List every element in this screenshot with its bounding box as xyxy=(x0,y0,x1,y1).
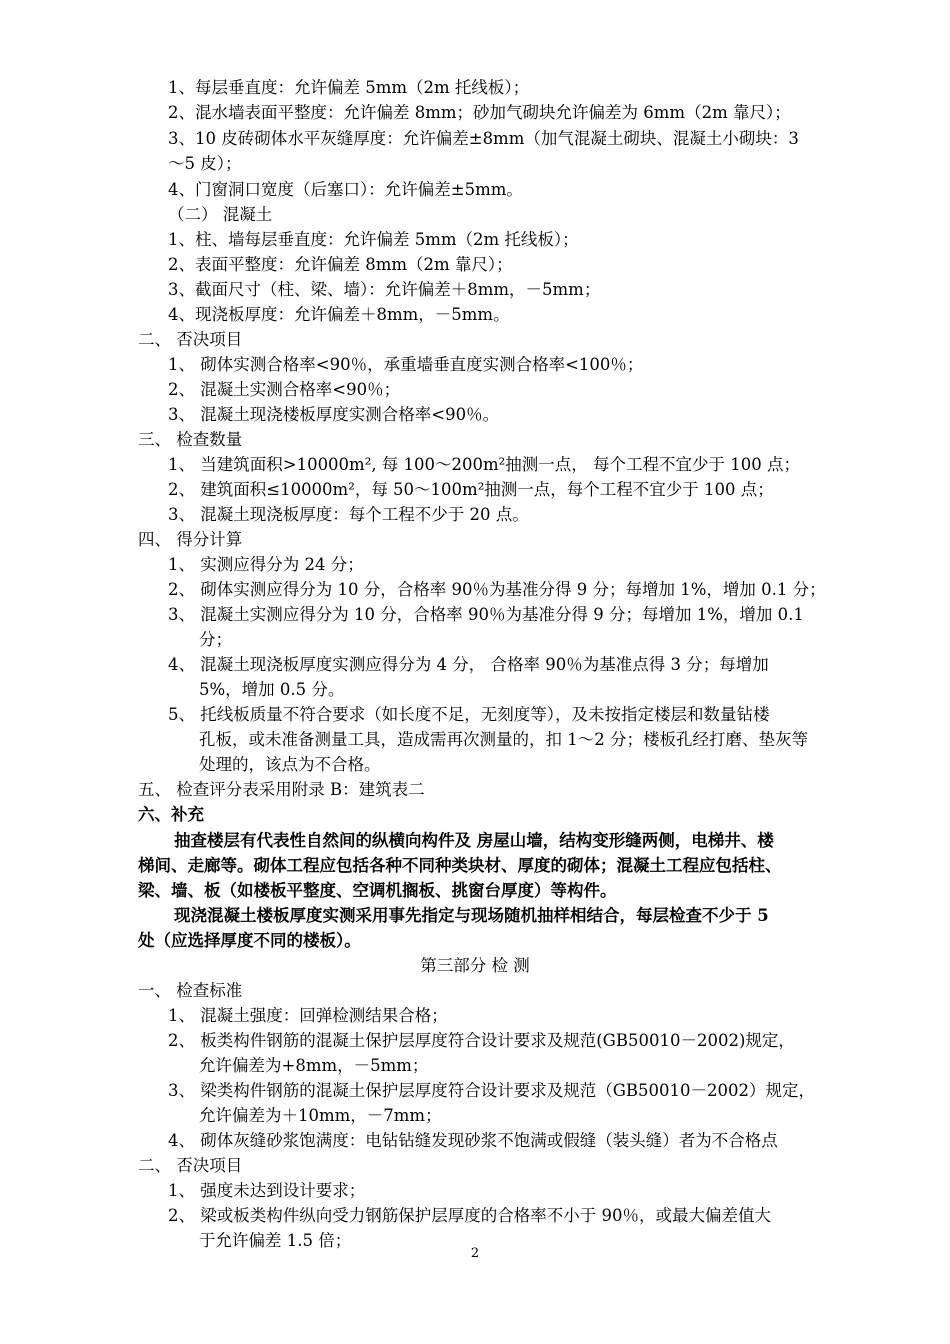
text-line: 分； xyxy=(199,630,232,649)
text-line: 2、 梁或板类构件纵向受力钢筋保护层厚度的合格率不小于 90％，或最大偏差值大 xyxy=(168,1206,771,1225)
section-heading: 三、 检查数量 xyxy=(138,430,243,449)
section-heading: 二、 否决项目 xyxy=(138,330,243,349)
text-line: 于允许偏差 1.5 倍； xyxy=(199,1231,352,1250)
section-heading: 一、 检查标准 xyxy=(138,981,243,1000)
text-line: 4、 混凝土现浇板厚度实测应得分为 4 分， 合格率 90％为基准点得 3 分；每增加 xyxy=(168,655,769,674)
bold-paragraph-line: 梁、墙、板（如楼板平整度、空调机搁板、挑窗台厚度）等构件。 xyxy=(138,881,617,900)
text-line: 允许偏差为＋10mm，－7mm； xyxy=(199,1106,442,1125)
bold-paragraph-line: 抽查楼层有代表性自然间的纵横向构件及 房屋山墙，结构变形缝两侧，电梯井、楼 xyxy=(174,831,774,850)
text-line: ～5 皮）； xyxy=(168,154,242,173)
text-line: 3、 混凝土现浇板厚度：每个工程不少于 20 点。 xyxy=(168,505,529,524)
text-line: 1、每层垂直度：允许偏差 5mm（2m 托线板）； xyxy=(168,78,530,97)
text-line: 2、 建筑面积≤10000m²，每 50～100m²抽测一点，每个工程不宜少于 100 点； xyxy=(168,480,774,499)
text-line: 3、 梁类构件钢筋的混凝土保护层厚度符合设计要求及规范（GB50010－2002）规定， xyxy=(168,1081,816,1100)
part-title: 第三部分 检 测 xyxy=(420,956,530,975)
text-line: 1、 实测应得分为 24 分； xyxy=(168,555,364,574)
text-line: 4、 砌体灰缝砂浆饱满度：电钻钻缝发现砂浆不饱满或假缝（装头缝）者为不合格点 xyxy=(168,1131,778,1150)
text-line: 1、 当建筑面积>10000m², 每 100～200m²抽测一点， 每个工程不宜少于 100 点； xyxy=(168,455,801,474)
text-line: 2、 砌体实测应得分为 10 分，合格率 90％为基准分得 9 分；每增加 1%，增加 0.1 分； xyxy=(168,580,826,599)
text-line: 4、门窗洞口宽度（后塞口）：允许偏差±5mm。 xyxy=(168,180,523,199)
text-line: 1、 混凝土强度：回弹检测结果合格； xyxy=(168,1006,448,1025)
text-line: 2、 板类构件钢筋的混凝土保护层厚度符合设计要求及规范(GB50010－2002)规定， xyxy=(168,1031,795,1050)
text-line: 3、 混凝土现浇楼板厚度实测合格率<90％。 xyxy=(168,405,500,424)
text-line: 4、现浇板厚度：允许偏差＋8mm，－5mm。 xyxy=(168,305,510,324)
section-heading: 五、 检查评分表采用附录 B：建筑表二 xyxy=(138,780,425,799)
section-heading: （二） 混凝土 xyxy=(168,205,273,224)
text-line: 2、混水墙表面平整度：允许偏差 8mm；砂加气砌块允许偏差为 6mm（2m 靠尺）； xyxy=(168,103,791,122)
section-heading: 四、 得分计算 xyxy=(138,530,243,549)
text-line: 孔板，或未准备测量工具，造成需再次测量的，扣 1～2 分；楼板孔经打磨、垫灰等 xyxy=(199,730,808,749)
page-number: 2 xyxy=(470,1246,480,1261)
text-line: 5、 托线板质量不符合要求（如长度不足，无刻度等），及未按指定楼层和数量钻楼 xyxy=(168,705,770,724)
bold-paragraph-line: 处（应选择厚度不同的楼板）。 xyxy=(138,931,361,950)
text-line: 3、截面尺寸（柱、梁、墙）：允许偏差＋8mm，－5mm； xyxy=(168,280,601,299)
text-line: 1、 砌体实测合格率<90％，承重墙垂直度实测合格率<100％； xyxy=(168,355,644,374)
section-heading: 六、补充 xyxy=(138,805,204,824)
text-line: 允许偏差为+8mm，－5mm； xyxy=(199,1056,429,1075)
text-line: 1、 强度未达到设计要求； xyxy=(168,1181,366,1200)
text-line: 5%，增加 0.5 分。 xyxy=(199,680,345,699)
section-heading: 二、 否决项目 xyxy=(138,1156,243,1175)
bold-paragraph-line: 梯间、走廊等。砌体工程应包括各种不同种类块材、厚度的砌体；混凝土工程应包括柱、 xyxy=(138,856,782,875)
text-line: 1、柱、墙每层垂直度：允许偏差 5mm（2m 托线板）； xyxy=(168,230,579,249)
text-line: 处理的，该点为不合格。 xyxy=(199,755,381,774)
bold-paragraph-line: 现浇混凝土楼板厚度实测采用事先指定与现场随机抽样相结合，每层检查不少于 5 xyxy=(174,906,769,925)
text-line: 3、10 皮砖砌体水平灰缝厚度：允许偏差±8mm（加气混凝土砌块、混凝土小砌块：3 xyxy=(168,129,799,148)
text-line: 3、 混凝土实测应得分为 10 分，合格率 90％为基准分得 9 分；每增加 1%，增加 0.1 xyxy=(168,605,804,624)
text-line: 2、表面平整度：允许偏差 8mm（2m 靠尺）； xyxy=(168,255,513,274)
text-line: 2、 混凝土实测合格率<90％； xyxy=(168,380,401,399)
